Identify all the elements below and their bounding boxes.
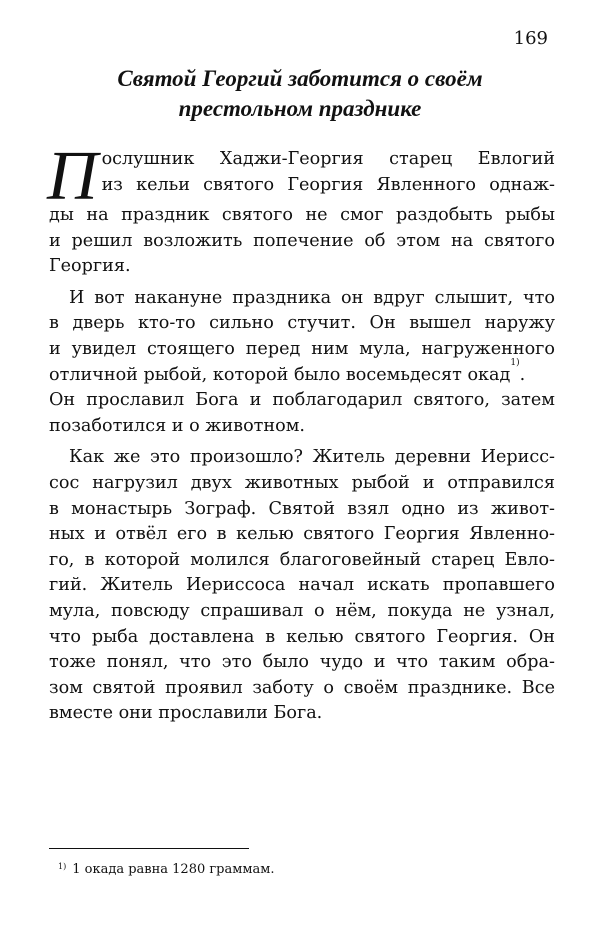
footnote-ref-tail: . [519,364,526,385]
text-line: Георгия. [49,256,131,277]
footnote-marker: 1) [58,862,67,871]
footnote [58,862,274,877]
footnote-divider [49,848,249,849]
text-line: в дверь кто-то сильно стучит. Он вышел наружу [49,313,555,334]
text-line: в монастырь Зограф. Святой взял одно из живот- [49,498,555,519]
text-line: ных и отвёл его в келью святого Георгия Явленно- [49,524,555,545]
text-line: ды на праздник святого не смог раздобыть рыбы [49,205,555,225]
footnote-reference[interactable]: 1) [510,357,520,368]
chapter-title-line-2: престольном празднике [178,96,422,121]
paragraph-3 [49,445,555,727]
body-text [47,138,555,727]
text-line: И вот накануне праздника он вдруг слышит, что [69,287,555,308]
text-line: Он прославил Бога и поблагодарил святого, затем [49,390,555,411]
text-line: вместе они прославили Бога. [49,703,323,724]
text-line: Как же это произошло? Житель деревни Иерисс- [69,447,555,468]
text-line: сос нагрузил двух животных рыбой и отправился [49,472,555,493]
text-line-with-footnote [49,357,555,389]
drop-cap: П [47,138,98,215]
paragraph-1 [47,138,555,280]
chapter-title-line-1: Святой Георгий заботится о своём [117,66,483,91]
paragraph-2 [49,286,555,440]
text-line: ослушник Хаджи-Георгия старец Евлогий [101,149,555,169]
page-number: 169 [513,28,548,49]
text-line: зом святой проявил заботу о своём празднике. Все [49,677,555,698]
text-line: из кельи святого Георгия Явленного однаж- [101,174,555,195]
text-line: го, в которой молился благоговейный старец Евло- [49,549,555,570]
chapter-title [40,64,560,124]
text-line: и решил возложить попечение об этом на святого [49,230,555,251]
footnote-text: 1 окада равна 1280 граммам. [72,862,275,877]
text-line: тоже понял, что это было чудо и что таким обра- [49,652,555,673]
text-line: что рыба доставлена в келью святого Георгия. Он [49,626,555,647]
text-line: и увидел стоящего перед ним мула, нагруженного [49,338,555,359]
text-line: позаботился и о животном. [49,415,306,436]
text-line: гий. Житель Иериссоса начал искать пропавшего [49,575,555,596]
text-line: отличной рыбой, которой было восемьдесят окад [49,364,511,385]
text-line: мула, повсюду спрашивал о нём, покуда не узнал, [49,600,555,621]
